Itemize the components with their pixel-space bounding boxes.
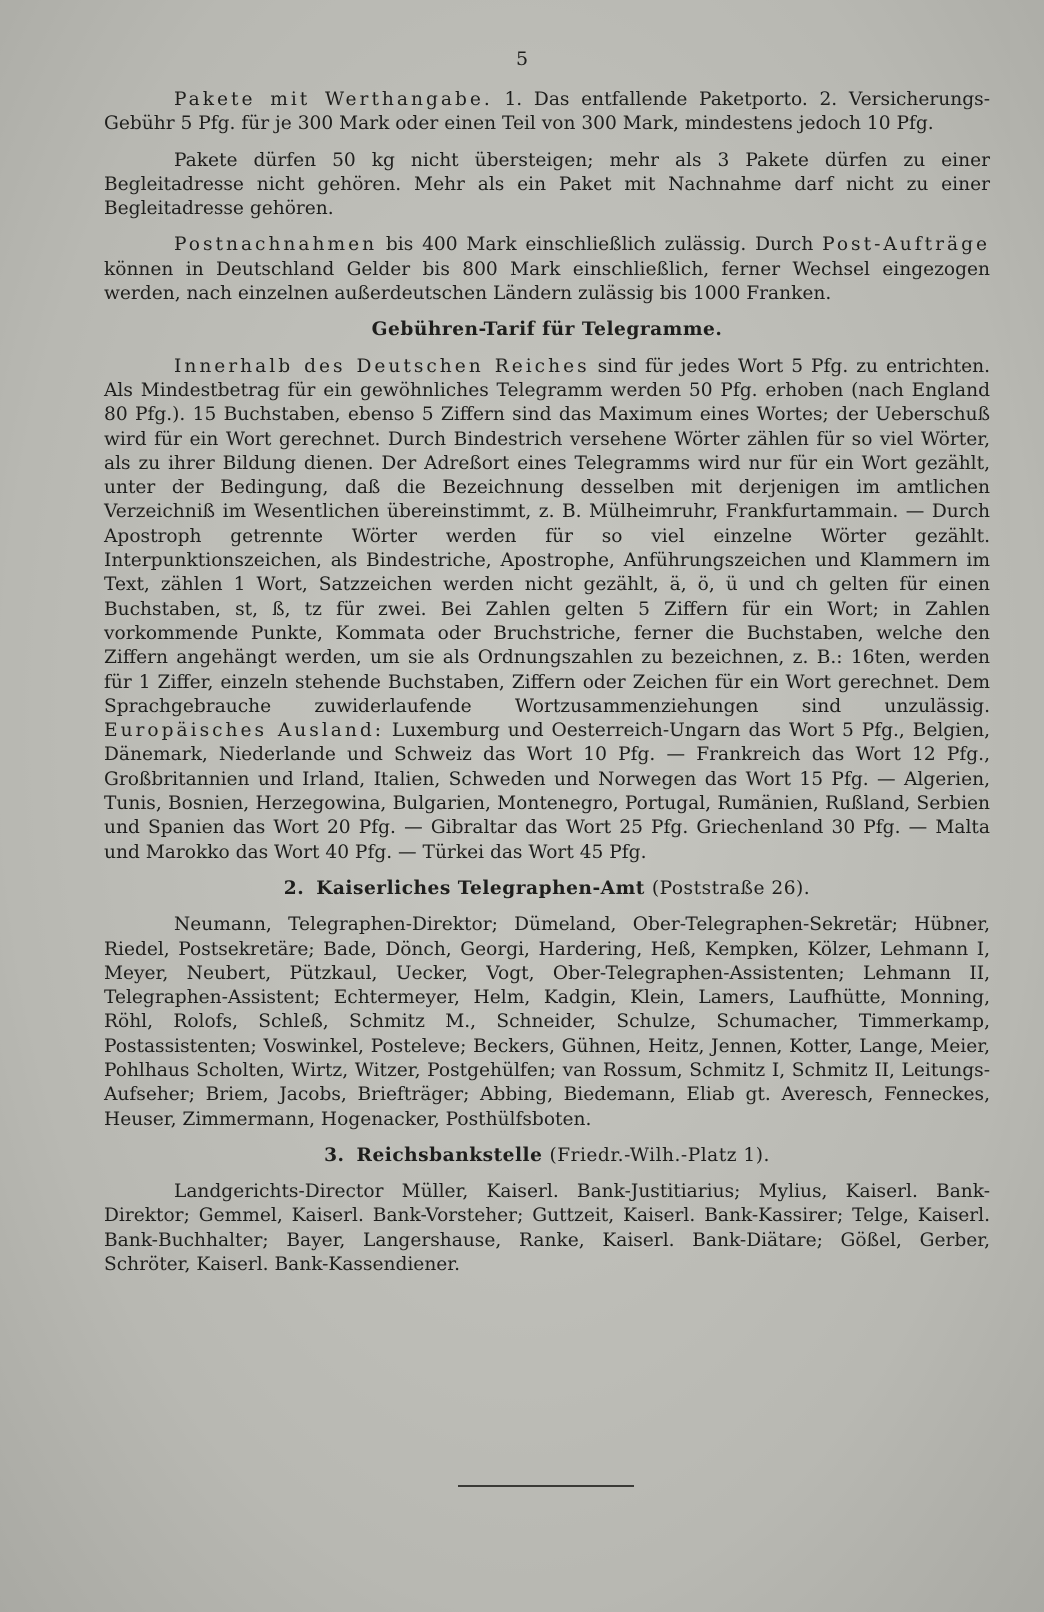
- parcels-text: 1. Das entfallende Paketporto. 2. Versicherungs-Gebühr 5 Pfg. für je 300 Mark oder einen Teil von 300 Mark, mindestens jedoch 10 Pfg.: [104, 89, 990, 135]
- closing-rule: [458, 1485, 634, 1487]
- section-3-number: 3.: [324, 1144, 345, 1166]
- telegram-tariff-paragraph: [104, 355, 990, 865]
- cod-paragraph: [104, 233, 990, 306]
- telegram-tariff-text-2: Luxemburg und Oesterreich-Ungarn das Wort 5 Pfg., Belgien, Dänemark, Niederlande und Schweiz das Wort 10 Pfg. — Frankreich das Wort 12 Pfg., Großbritannien und Irland, Italien, Schweden und Norwegen das Wort 15 Pfg. — Algerien, Tunis, Bosnien, Herzegowina, Bulgarien, Montenegro, Portugal, Rumänien, Rußland, Serbien und Spanien das Wort 20 Pfg. — Gibraltar das Wort 25 Pfg. Griechenland 30 Pfg. — Malta und Marokko das Wort 40 Pfg. — Türkei das Wort 45 Pfg.: [104, 720, 991, 863]
- section-2-address: (Poststraße 26).: [651, 877, 811, 899]
- cod-text-1: bis 400 Mark einschließlich zulässig. Durch: [385, 234, 814, 256]
- cod-lead: Postnachnahmen: [174, 234, 378, 256]
- section-2-staff-paragraph: Neumann, Telegraphen-Direktor; Dümeland, Ober-Telegraphen-Sekretär; Hübner, Riedel, Postsekretäre; Bade, Dönch, Georgi, Hardering, Heß, Kempken, Kölzer, Lehmann I, Meyer, Neubert, Pützkaul, Uecker, Vogt, Ober-Telegraphen-Assistenten; Lehmann II, Telegraphen-Assistent; Echtermeyer, Helm, Kadgin, Klein, Lamers, Laufhütte, Monning, Röhl, Rolofs, Schleß, Schmitz M., Schneider, Schulze, Schumacher, Timmerkamp, Postassistenten; Voswinkel, Posteleve; Beckers, Gühnen, Heitz, Jennen, Kotter, Lange, Meier, Pohlhaus Scholten, Wirtz, Witzer, Postgehülfen; van Rossum, Schmitz I, Schmitz II, Leitungs-Aufseher; Briem, Jacobs, Briefträger; Abbing, Biedemann, Eliab gt. Averesch, Fenneckes, Heuser, Zimmermann, Hogenacker, Posthülfsboten.: [104, 914, 990, 1130]
- section-2-number: 2.: [283, 877, 305, 899]
- section-3-title: Reichsbankstelle: [356, 1144, 543, 1166]
- page-content: [104, 88, 990, 1277]
- telegram-tariff-lead: Innerhalb des Deutschen Reiches: [174, 355, 590, 377]
- cod-text-2: können in Deutschland Gelder bis 800 Mark einschließlich, ferner Wechsel eingezogen werden, nach einzelnen außerdeutschen Ländern zulässig bis 1000 Franken.: [104, 258, 990, 305]
- parcels-paragraph: [104, 88, 990, 137]
- parcels-lead: Pakete mit Werthangabe.: [174, 89, 493, 110]
- section-3-heading: [104, 1144, 990, 1168]
- telegram-tariff-lead-2: Europäisches Ausland:: [104, 720, 384, 742]
- section-3-address: (Friedr.-Wilh.-Platz 1).: [549, 1144, 770, 1166]
- section-2-heading: [104, 877, 990, 901]
- telegram-tariff-text-1: sind für jedes Wort 5 Pfg. zu entrichten. Als Mindestbetrag für ein gewöhnliches Telegramm werden 50 Pfg. erhoben (nach England 80 Pfg.). 15 Buchstaben, ebenso 5 Ziffern sind das Maximum eines Wortes; der Ueberschuß wird für ein Wort gerechnet. Durch Bindestrich versehene Wörter zählen für so viel Wörter, als zu ihrer Bildung dienen. Der Adreßort eines Telegramms wird nur für ein Wort gezählt, unter der Bedingung, daß die Bezeichnung desselben mit derjenigen im amtlichen Verzeichniß im Wesentlichen übereinstimmt, z. B. Mülheimruhr, Frankfurtammain. — Durch Apostroph getrennte Wörter werden für so viel einzelne Wörter gezählt. Interpunktionszeichen, als Bindestriche, Apostrophe, Anführungszeichen und Klammern im Text, zählen 1 Wort, Satzzeichen werden nicht gezählt, ä, ö, ü und ch gelten für einen Buchstaben, st, ß, tz für zwei. Bei Zahlen gelten 5 Ziffern für ein Wort; in Zahlen vorkommende Punkte, Kommata oder Bruchstriche, ferner die Buchstaben, welche den Ziffern angehängt werden, um sie als Ordnungszahlen zu bezeichnen, z. B.: 16ten, werden für 1 Ziffer, einzeln stehende Buchstaben, Ziffern oder Zeichen für ein Wort gerechnet. Dem Sprachgebrauche zuwiderlaufende Wortzusammenziehungen sind unzulässig.: [104, 355, 990, 717]
- page-number: 5: [515, 48, 529, 70]
- section-3-staff-paragraph: Landgerichts-Director Müller, Kaiserl. Bank-Justitiarius; Mylius, Kaiserl. Bank-Direktor; Gemmel, Kaiserl. Bank-Vorsteher; Guttzeit, Kaiserl. Bank-Kassirer; Telge, Kaiserl. Bank-Buchhalter; Bayer, Langershause, Ranke, Kaiserl. Bank-Diätare; Gößel, Gerber, Schröter, Kaiserl. Bank-Kassendiener.: [104, 1181, 990, 1276]
- telegram-tariff-title: Gebühren-Tarif für Telegramme.: [371, 319, 723, 341]
- parcel-limits-paragraph: Pakete dürfen 50 kg nicht übersteigen; mehr als 3 Pakete dürfen zu einer Begleitadresse nicht gehören. Mehr als ein Paket mit Nachnahme darf nicht zu einer Begleitadresse gehören.: [104, 149, 990, 220]
- section-2-title: Kaiserliches Telegraphen-Amt: [316, 877, 645, 899]
- cod-lead-2: Post-Aufträge: [822, 234, 990, 256]
